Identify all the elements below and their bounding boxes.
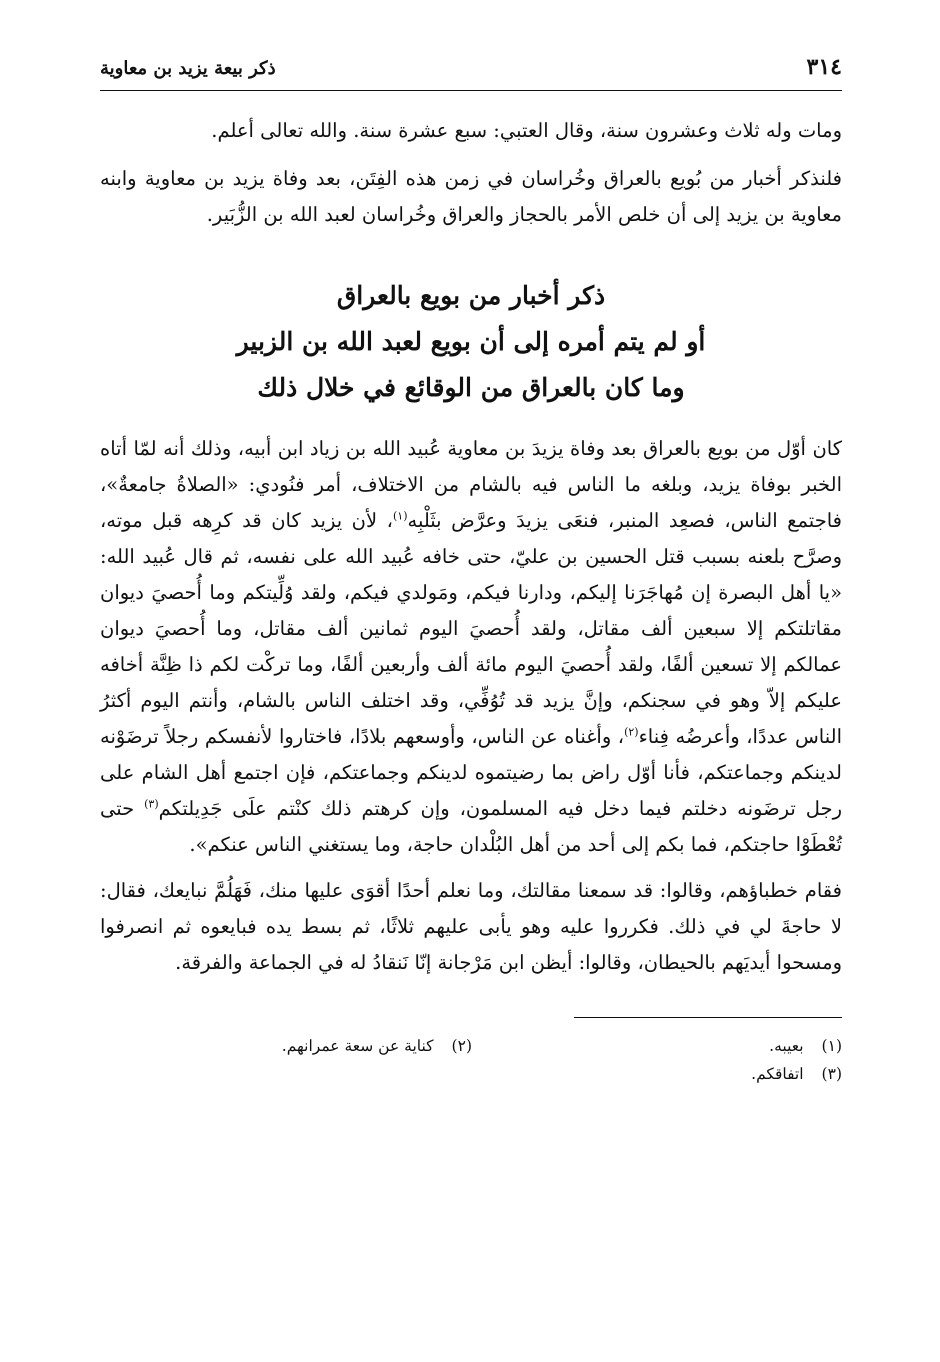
footnote-number: (٣) xyxy=(821,1065,842,1083)
page-number: ٣١٤ xyxy=(806,54,842,80)
footnote-text: كناية عن سعة عمرانهم. xyxy=(281,1037,434,1055)
page-header xyxy=(100,48,842,91)
paragraph-text: ، لأن يزيد كان قد كرِهه قبل موته، وصرَّح بلعنه بسبب قتل الحسين بن عليّ، حتى خافه عُبيد الله على نفسه، ثم قال عُبيد الله: «يا أهل البصرة إن مُهاجَرَنا إليكم، ودارنا فيكم، ومَولدي فيكم، ولقد وُلِّيتكم وما أُحصيَ ديوان مقاتلتكم إلا سبعين ألف مقاتل، ولقد أُحصيَ اليوم ثمانين ألف مقاتل، وما أُحصيَ ديوان عمالكم إلا تسعين ألفًا، ولقد أُحصيَ اليوم مائة ألف وأربعين ألفًا، وما تركْت لكم ذا ظِنَّة أخافه عليكم إلاّ وهو في سجنكم، وإنَّ يزيد قد تُوُفِّي، وقد اختلف الناس بالشام، وأنتم اليوم أكثرُ الناس عددًا، وأعرضُه فِناء xyxy=(100,509,842,748)
running-title: ذكر بيعة يزيد بن معاوية xyxy=(100,58,276,79)
footnote-row xyxy=(100,1060,842,1088)
footnote-divider xyxy=(574,1017,842,1018)
footnote-marker-2: (٢) xyxy=(624,725,639,739)
footnote-2 xyxy=(102,1032,472,1060)
intro-paragraph-1: ومات وله ثلاث وعشرون سنة، وقال العتبي: سبع عشرة سنة. والله تعالى أعلم. xyxy=(211,119,842,142)
book-page xyxy=(100,48,842,1348)
footnote-text: بعيبه. xyxy=(769,1037,804,1055)
footnote-text: اتفاقكم. xyxy=(751,1065,804,1083)
paragraph-text: كان أوّل من بويع بالعراق بعد وفاة يزيدَ بن معاوية عُبيد الله بن زياد ابن أبيه، وذلك أنه لمّا أتاه الخبر بوفاة يزيد، وبلغه ما الناس فيه بالشام من الاختلاف، أمر فنُودي: «الصلاةُ جامعةٌ»، فاجتمع الناس، فصعِد المنبر، فنعَى يزيدَ وعرَّض بثَلْبِه xyxy=(100,437,843,532)
footnote-marker-1: (١) xyxy=(392,509,408,523)
footnote-number: (١) xyxy=(821,1037,842,1055)
footnote-3 xyxy=(472,1060,842,1088)
intro-paragraph-2: فلنذكر أخبار من بُويع بالعراق وخُراسان في زمن هذه الفِتَن، بعد وفاة يزيد بن معاوية وابنه معاوية بن يزيد إلى أن خلص الأمر بالحجاز والعراق وخُراسان لعبد الله بن الزُّبَير. xyxy=(100,167,842,226)
heading-line-1: ذكر أخبار من بويع بالعراق xyxy=(336,281,606,310)
paragraph-text: حتى تُعْطَوْا حاجتكم، فما بكم إلى أحد من أهل البُلْدان حاجة، وما يستغني الناس عنكم». xyxy=(100,797,842,856)
main-paragraph-2: فقام خطباؤهم، وقالوا: قد سمعنا مقالتك، وما نعلم أحدًا أقوَى عليها منك، فَهَلُمَّ نبايعك، فقال: لا حاجةَ لي في ذلك. فكرروا عليه وهو يأبى عليهم ثلاثًا، ثم بسط يده فبايعوه ثم انصرفوا ومسحوا أيديَهم بالحيطان، وقالوا: أيظن ابن مَرْجانة إنّا نَنقادُ له في الجماعة والفرقة. xyxy=(100,879,842,974)
footnotes xyxy=(100,1032,842,1088)
heading-line-3: وما كان بالعراق من الوقائع في خلال ذلك xyxy=(257,373,685,402)
heading-line-2: أو لم يتم أمره إلى أن بويع لعبد الله بن الزبير xyxy=(236,327,706,356)
footnote-number: (٢) xyxy=(451,1037,472,1055)
footnote-row xyxy=(100,1032,842,1060)
main-paragraph-1 xyxy=(100,431,842,863)
section-heading xyxy=(100,273,842,411)
footnote-1 xyxy=(472,1032,842,1060)
paragraph-text: ، وأغناه عن الناس، وأوسعهم بلادًا، فاختاروا لأنفسكم رجلاً ترضَوْنه لدينكم وجماعتكم، فأنا أوّل راض بما رضيتموه لدينكم وجماعتكم، فإن اجتمع أهل الشام على رجل ترضَونه دخلتم فيما دخل فيه المسلمون، وإن كرهتم ذلك كنْتم علَى جَدِيلتكم xyxy=(100,725,842,820)
footnote-marker-3: (٣) xyxy=(144,797,159,811)
